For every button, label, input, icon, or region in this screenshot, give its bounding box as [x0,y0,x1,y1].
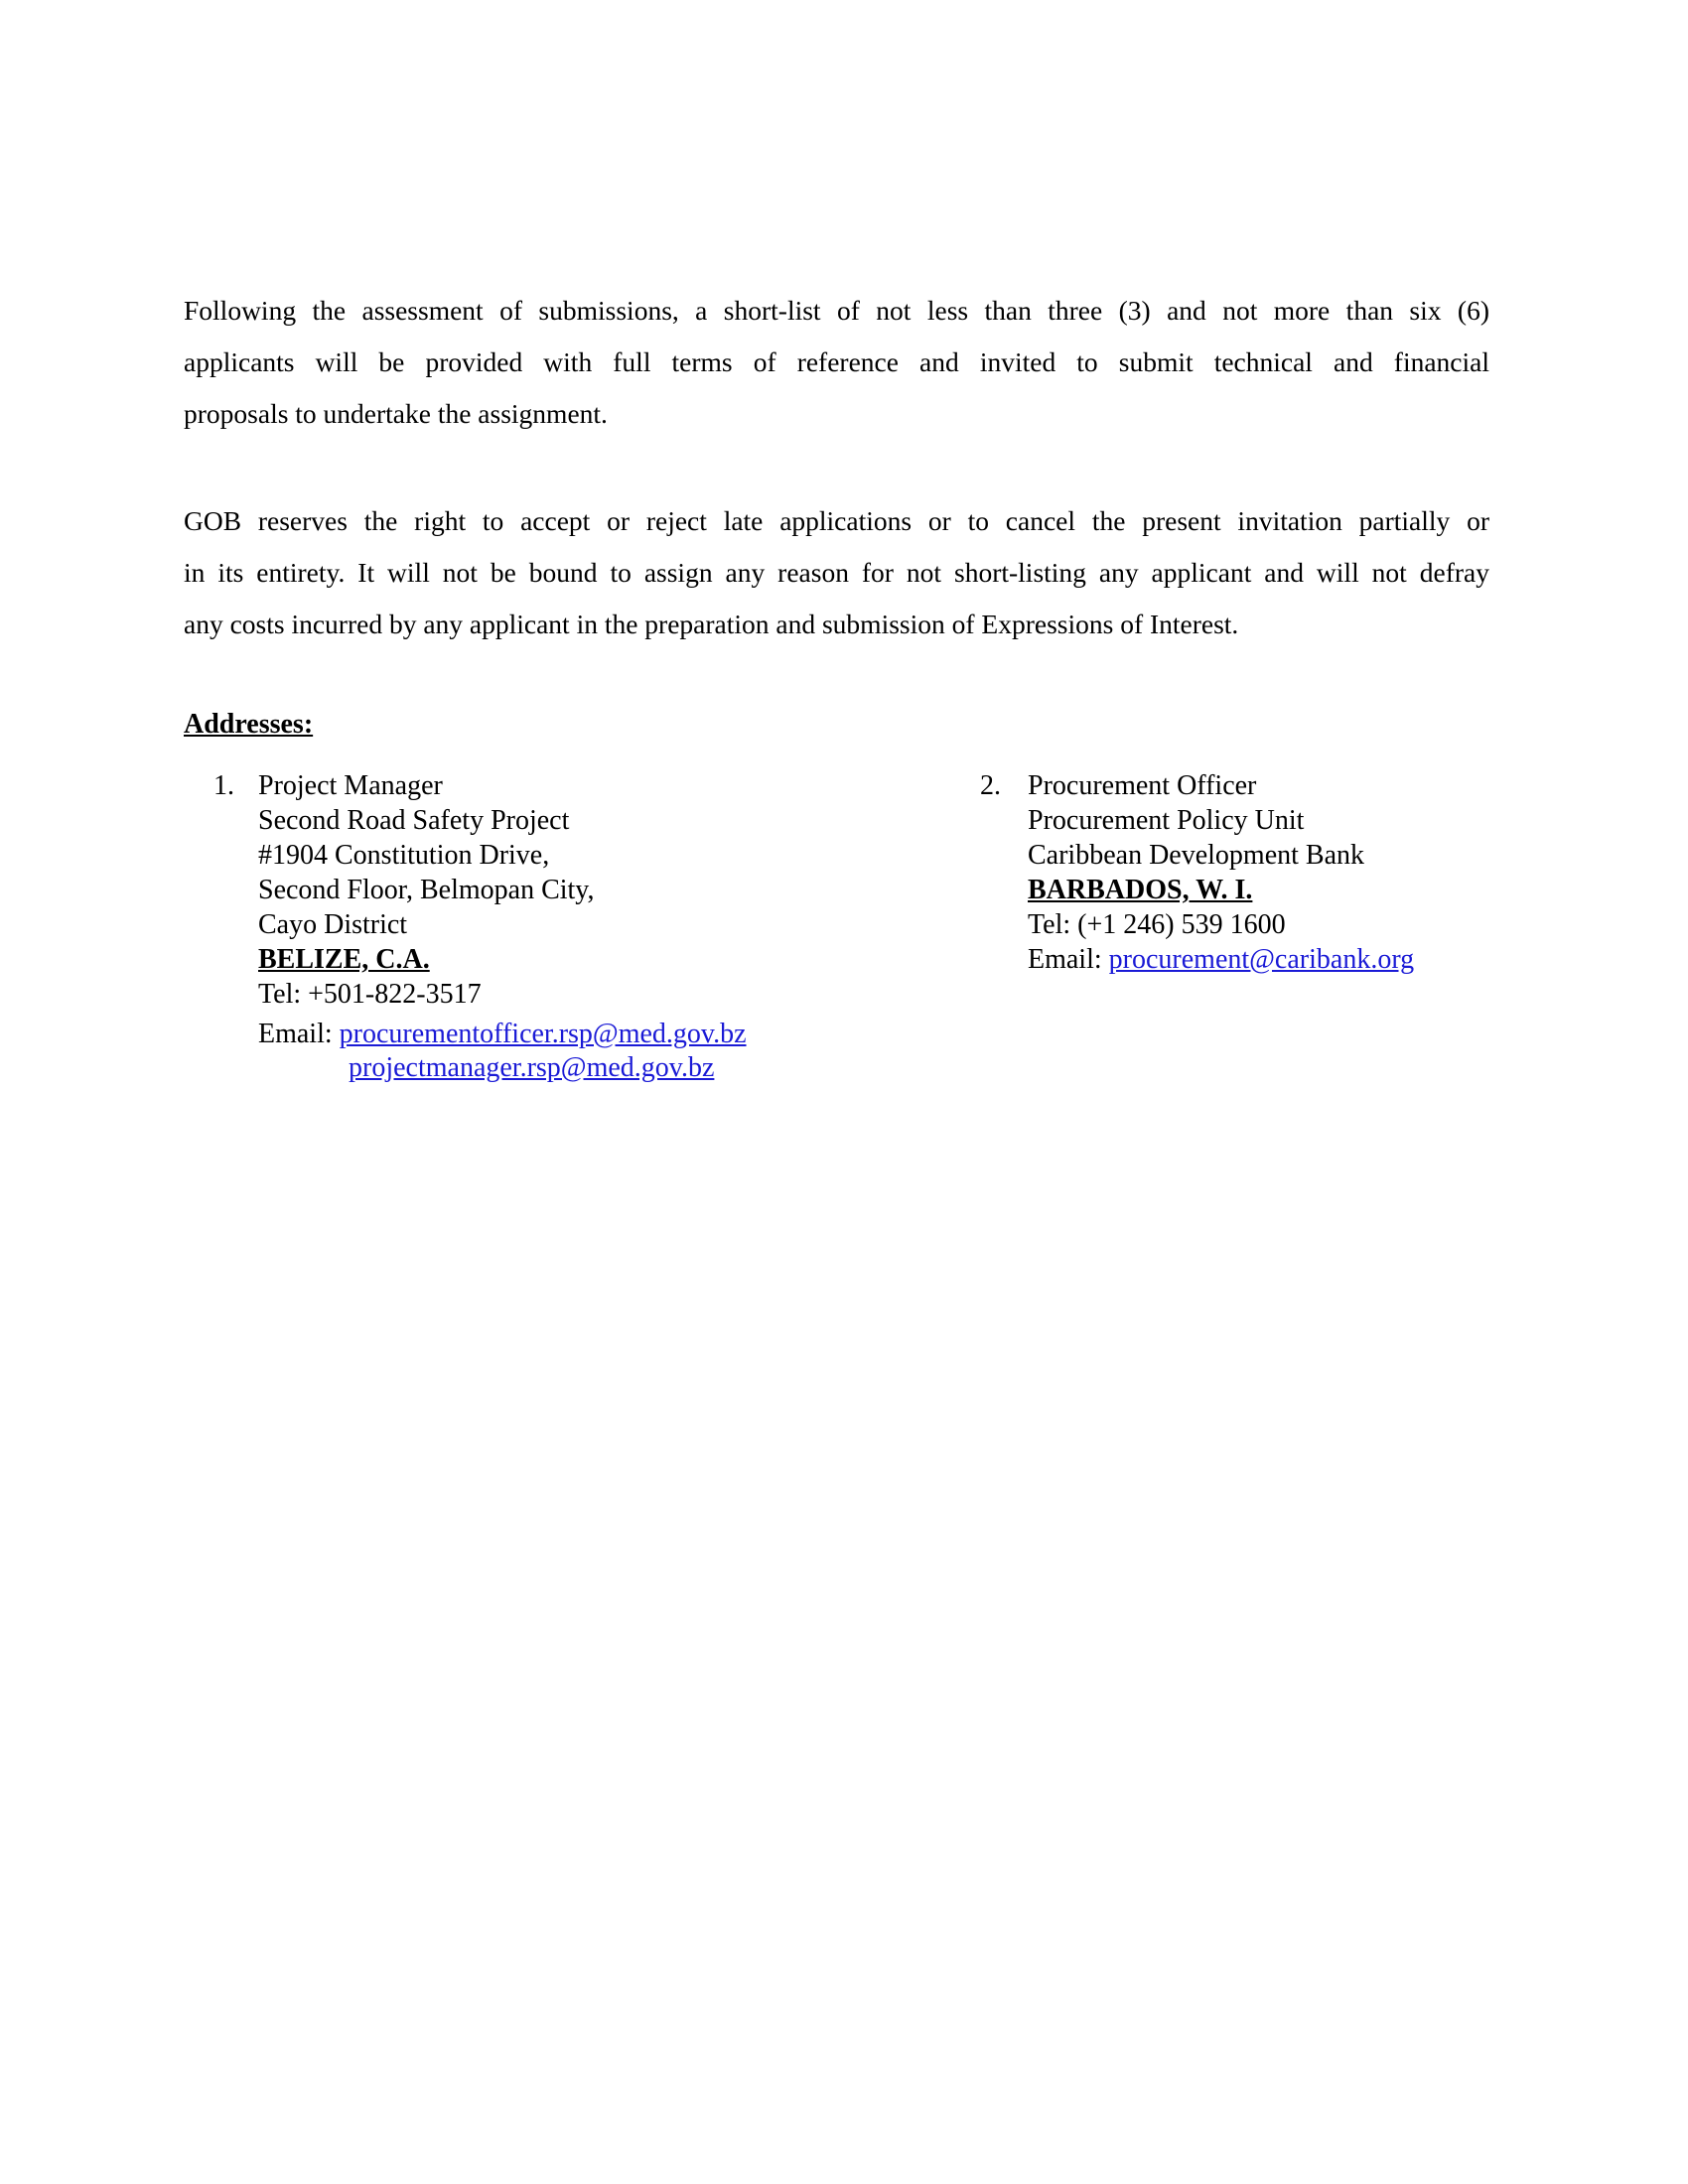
email-link-project-manager[interactable]: projectmanager.rsp@med.gov.bz [349,1052,715,1083]
paragraph-line: in its entirety. It will not be bound to assign any reason for not short-listing any applicant and will not defray [184,557,1489,588]
email-link-caribank[interactable]: procurement@caribank.org [1108,944,1415,975]
paragraph-line: proposals to undertake the assignment. [184,398,608,429]
paragraph-line: Following the assessment of submissions, a short-list of not less than three (3) and not more than six (6) [184,295,1489,326]
email-link-procurement-officer[interactable]: procurementofficer.rsp@med.gov.bz [339,1019,747,1049]
paragraph-line: applicants will be provided with full terms of reference and invited to submit technical and financial [184,346,1489,377]
address-email-row [258,1017,747,1051]
email-label: Email: [1028,944,1109,975]
paragraph-line: any costs incurred by any applicant in the preparation and submission of Expressions of Interest. [184,609,1239,639]
address-line: #1904 Constitution Drive, [258,840,550,871]
address-line: Cayo District [258,909,408,940]
addresses-heading: Addresses: [184,709,314,740]
address-line: Procurement Policy Unit [1028,805,1305,836]
address-line: Second Floor, Belmopan City, [258,875,595,905]
address-email-row [258,1050,747,1085]
list-number: 2. [980,770,1001,801]
address-title: Project Manager [258,770,443,801]
address-title: Procurement Officer [1028,770,1257,801]
address-email-row [1028,942,1414,977]
address-tel: Tel: +501-822-3517 [258,979,482,1010]
email-label: Email: [258,1019,340,1049]
list-number: 1. [213,770,234,801]
address-country: BARBADOS, W. I. [1028,875,1253,905]
address-tel: Tel: (+1 246) 539 1600 [1028,909,1286,940]
paragraph-line: GOB reserves the right to accept or reject late applications or to cancel the present invitation partially or [184,505,1489,536]
address-line: Second Road Safety Project [258,805,570,836]
paragraph-shortlist [184,285,1489,440]
paragraph-reservation [184,495,1489,650]
address-line: Caribbean Development Bank [1028,840,1365,871]
address-country: BELIZE, C.A. [258,944,430,975]
